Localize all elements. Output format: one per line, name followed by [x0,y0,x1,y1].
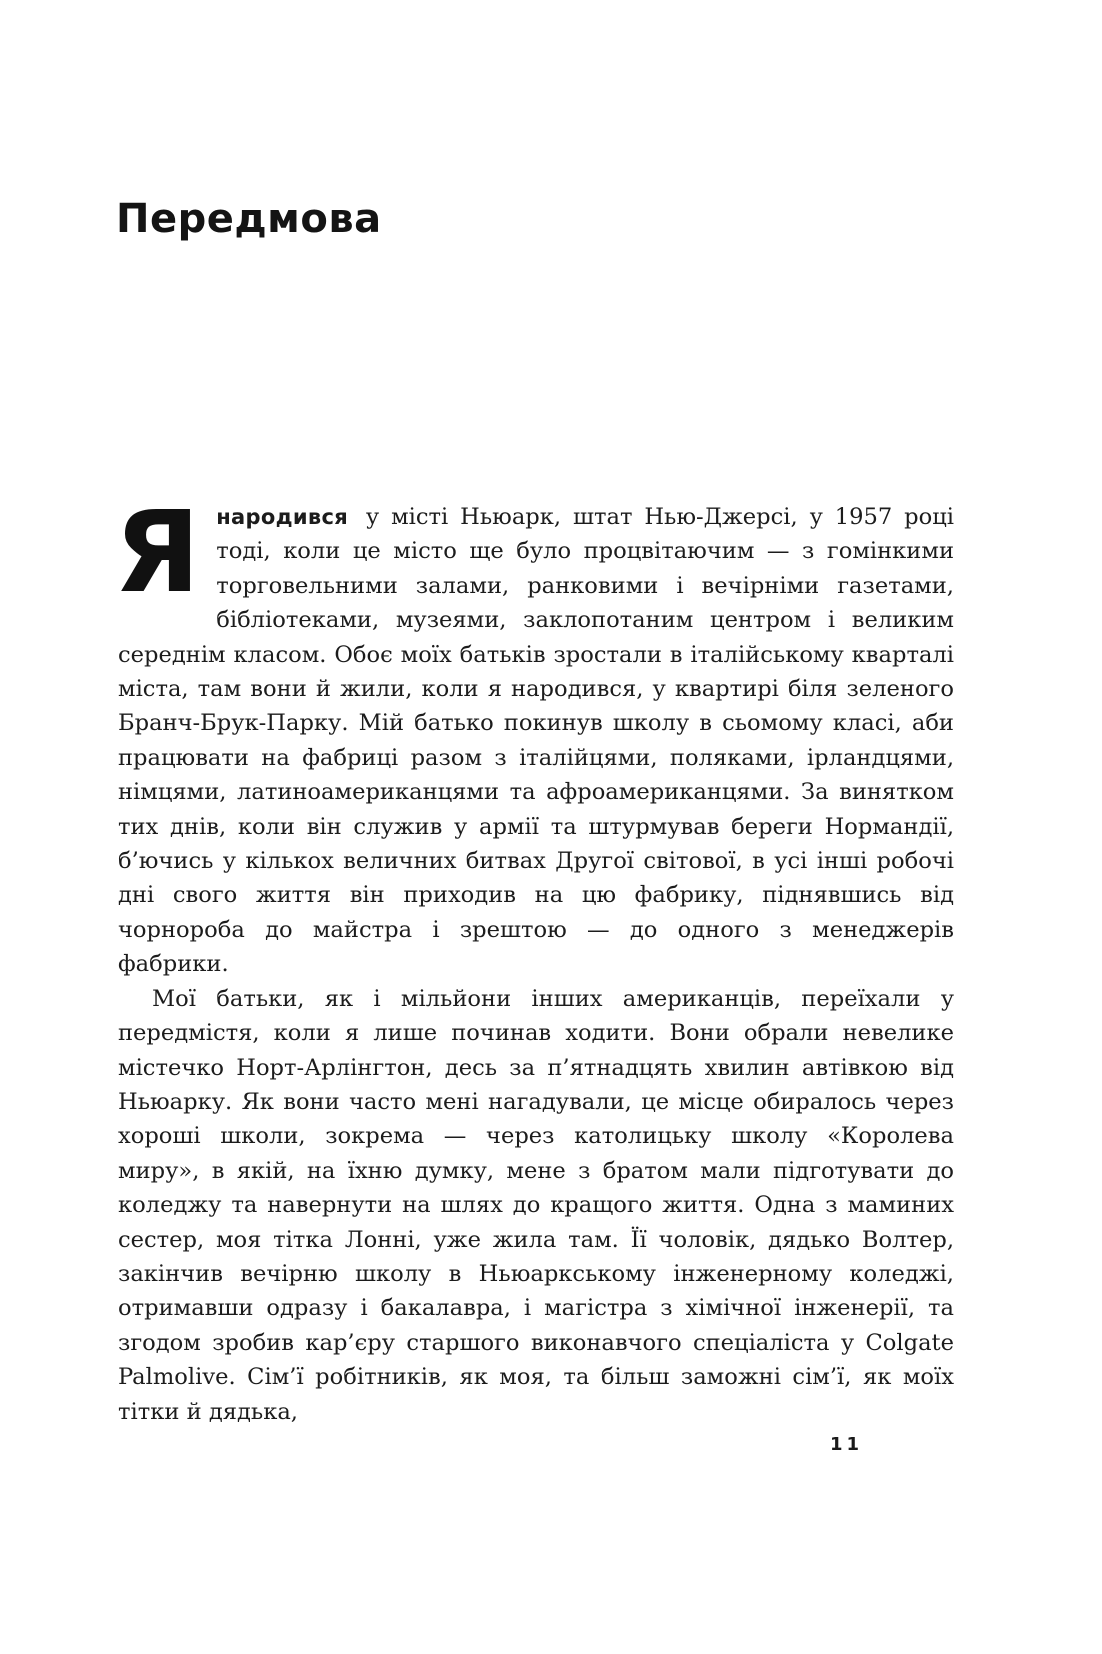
paragraph-1 [114,488,954,982]
page-number: 11 [830,1434,864,1455]
lead-in-word: народився [216,505,348,529]
body-text [114,488,954,1429]
page-title: Передмова [116,196,382,242]
drop-cap: Я [114,488,201,618]
paragraph-2: Мої батьки, як і мільйони інших американців, переїхали у передмістя, коли я лише починав ходити. Вони обрали невелике містечко Норт-Арлінгтон, десь за п’ятнадцять хвилин автівкою від Ньюарку. Як вони часто мені нагадували, це місце обиралось через хороші школи, зокрема — через католицьку школу «Королева миру», в якій, на їхню думку, мене з братом мали підготувати до коледжу та навернути на шлях до кращого життя. Одна з маминих сестер, моя тітка Лонні, уже жила там. Її чоловік, дядько Волтер, закінчив вечірню школу в Ньюаркському інженерному коледжі, отримавши одразу і бакалавра, і магістра з хімічної інженерії, та згодом зробив кар’єру старшого виконавчого спеціаліста у Colgate Palmolive. Сім’ї робітників, як моя, та більш заможні сім’ї, як моїх тітки й дядька, [118,985,954,1425]
paragraph-1-text: у місті Ньюарк, штат Нью-Джерсі, у 1957 році тоді, коли це місто ще було процвітаючим — з гомінкими торговельними залами, ранковими і вечірніми газетами, бібліотеками, музеями, заклопотаним центром і великим середнім класом. Обоє моїх батьків зростали в італійському кварталі міста, там вони й жили, коли я народився, у квартирі біля зеленого Бранч-Брук-Парку. Мій батько покинув школу в сьомому класі, аби працювати на фабриці разом з італійцями, поляками, ірландцями, німцями, латиноамериканцями та афроамериканцями. За винятком тих днів, коли він служив у армії та штурмував береги Нормандії, б’ючись у кількох величних битвах Другої світової, в усі інші робочі дні свого життя він приходив на цю фабрику, піднявшись від чорнороба до майстра і зрештою — до одного з менеджерів фабрики. [118,504,954,978]
